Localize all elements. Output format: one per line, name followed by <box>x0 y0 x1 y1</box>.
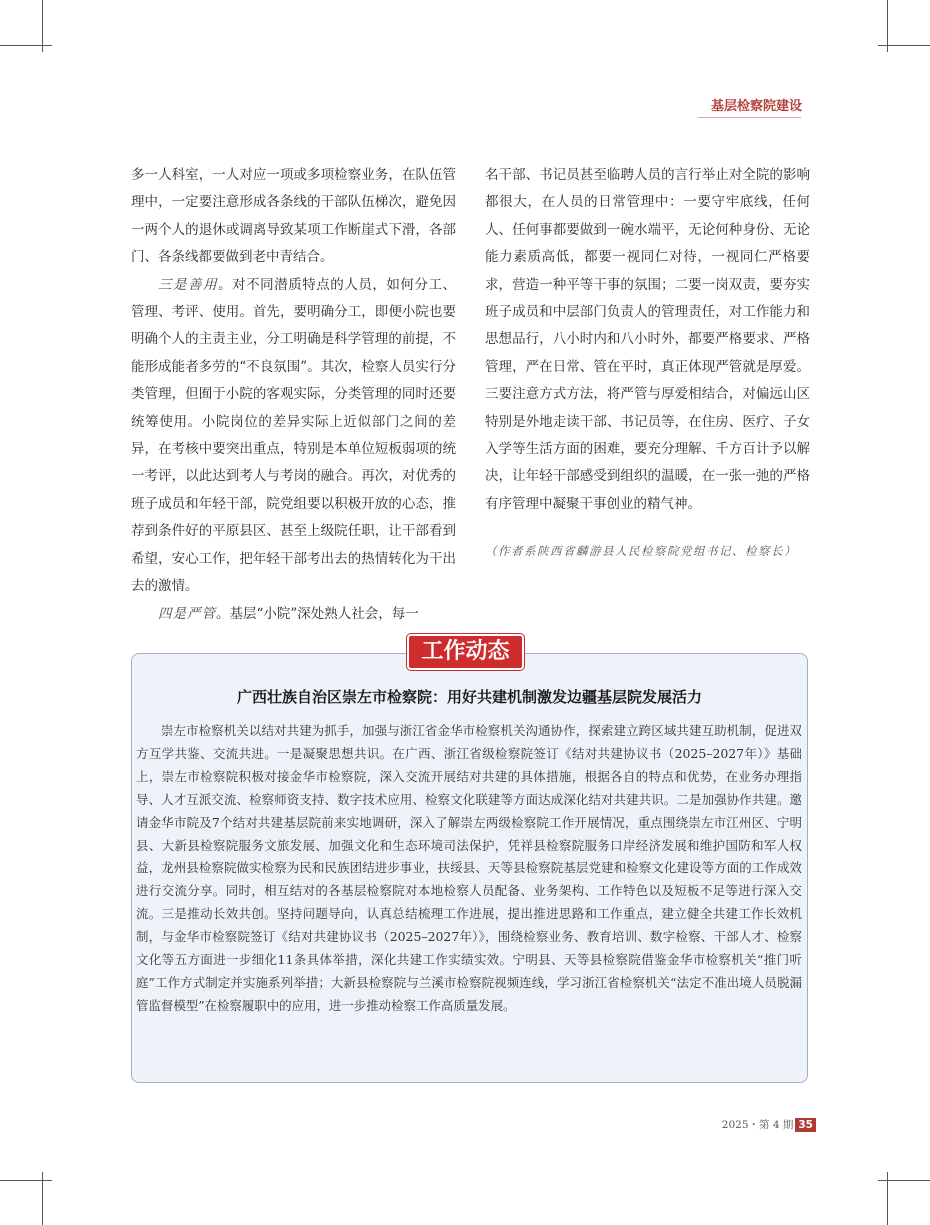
crop-mark-top-right-h <box>878 45 930 46</box>
crop-mark-bottom-right-v <box>887 1172 888 1225</box>
left-paragraph-2-text: 。对不同潜质特点的人员，如何分工、管理、考评、使用。首先，要明确分工，即便小院也要明确个人的主责主业，分工明确是科学管理的前提，不能形成能者多劳的“不良氛围”。其次，检察人员实行分类管理，但囿于小院的客观实际，分类管理的同时还要统筹使用。小院岗位的差异实际上近似部门之间的差异，在考核中要突出重点，特别是本单位短板弱项的统一考评，以此达到考人与考岗的融合。再次，对优秀的班子成员和年轻干部，院党组要以积极开放的心态，推荐到条件好的平原县区、甚至上级院任职，让干部看到希望，安心工作，把年轻干部考出去的热情转化为干出去的激情。 <box>131 276 457 595</box>
crop-mark-top-left-h <box>0 45 52 46</box>
crop-mark-bottom-left-v <box>42 1172 43 1225</box>
news-box-tab: 工作动态 <box>407 634 524 670</box>
right-column <box>485 162 810 566</box>
left-paragraph-3-text: 。基层“小院”深处熟人社会，每一 <box>216 605 419 622</box>
section-header: 基层检察院建设 <box>710 99 802 114</box>
left-paragraph-2 <box>131 272 456 601</box>
left-column <box>131 162 456 628</box>
right-paragraph-1: 名干部、书记员甚至临聘人员的言行举止对全院的影响都很大，在人员的日常管理中：一要守牢底线，任何人、任何事都要做到一碗水端平，无论何种身份、无论能力素质高低，都要一视同仁对待，一视同仁严格要求，营造一种平等干事的氛围；二要一岗双责，要夯实班子成员和中层部门负责人的管理责任，对工作能力和思想品行，八小时内和八小时外，都要严格要求、严格管理，严在日常、管在平时，真正体现严管就是厚爱。三要注意方式方法，将严管与厚爱相结合，对偏远山区特别是外地走读干部、书记员等，在住房、医疗、子女入学等生活方面的困难，要充分理解、千方百计予以解决，让年轻干部感受到组织的温暖，在一张一弛的严格有序管理中凝聚干事创业的精气神。 <box>485 167 810 512</box>
page-footer <box>700 1117 816 1132</box>
author-byline: （作者系陕西省麟游县人民检察院党组书记、检察长） <box>485 544 797 559</box>
news-box-body: 崇左市检察机关以结对共建为抓手，加强与浙江省金华市检察机关沟通协作，探索建立跨区域共建互助机制，促进双方互学共鉴、交流共进。一是凝聚思想共识。在广西、浙江省级检察院签订《结对共建协议书（2025–2027年）》基础上，崇左市检察院积极对接金华市检察院，深入交流开展结对共建的具体措施，根据各自的特点和优势，在业务办理指导、人才互派交流、检察师资支持、数字技术应用、检察文化联建等方面达成深化结对共建共识。二是加强协作共建。邀请金华市院及7个结对共建基层院前来实地调研，深入了解崇左两级检察院工作开展情况，重点围绕崇左市江州区、宁明县、大新县检察院服务文旅发展、加强文化和生态环境司法保护，凭祥县检察院服务口岸经济发展和维护国防和军人权益，龙州县检察院做实检察为民和民族团结进步事业，扶绥县、天等县检察院基层党建和检察文化建设等方面的工作成效进行交流分享。同时，相互结对的各基层检察院对本地检察人员配备、业务架构、工作特色以及短板不足等进行深入交流。三是推动长效共创。坚持问题导向，认真总结梳理工作进展，提出推进思路和工作重点，建立健全共建工作长效机制，与金华市检察院签订《结对共建协议书（2025–2027年）》，围绕检察业务、教育培训、数字检察、干部人才、检察文化等五方面进一步细化11条具体举措，深化共建工作实绩实效。宁明县、天等县检察院借鉴金华市检察机关“推门听庭”工作方式制定并实施系列举措；大新县检察院与兰溪市检察院视频连线，学习浙江省检察机关“法定不准出境人员脱漏管监督模型”在检察履职中的应用，进一步推动检察工作高质量发展。 <box>136 723 802 1013</box>
section-rule <box>698 117 801 118</box>
news-box-title: 广西壮族自治区崇左市检察院：用好共建机制激发边疆基层院发展活力 <box>236 688 702 706</box>
crop-mark-top-right-v <box>887 0 888 52</box>
crop-mark-bottom-left-h <box>0 1180 52 1181</box>
keyword-yanguan: 四是严管 <box>158 605 216 622</box>
keyword-shanyong: 三是善用 <box>158 276 219 293</box>
crop-mark-bottom-right-h <box>878 1180 930 1181</box>
left-paragraph-3 <box>131 601 456 628</box>
issue-label: 2025・第 4 期 <box>721 1119 794 1131</box>
page-number: 35 <box>795 1118 816 1132</box>
crop-mark-top-left-v <box>42 0 43 52</box>
left-paragraph-1: 多一人科室，一人对应一项或多项检察业务，在队伍管理中，一定要注意形成各条线的干部队伍梯次，避免因一两个人的退休或调离导致某项工作断崖式下滑，各部门、各条线都要做到老中青结合。 <box>131 167 456 266</box>
